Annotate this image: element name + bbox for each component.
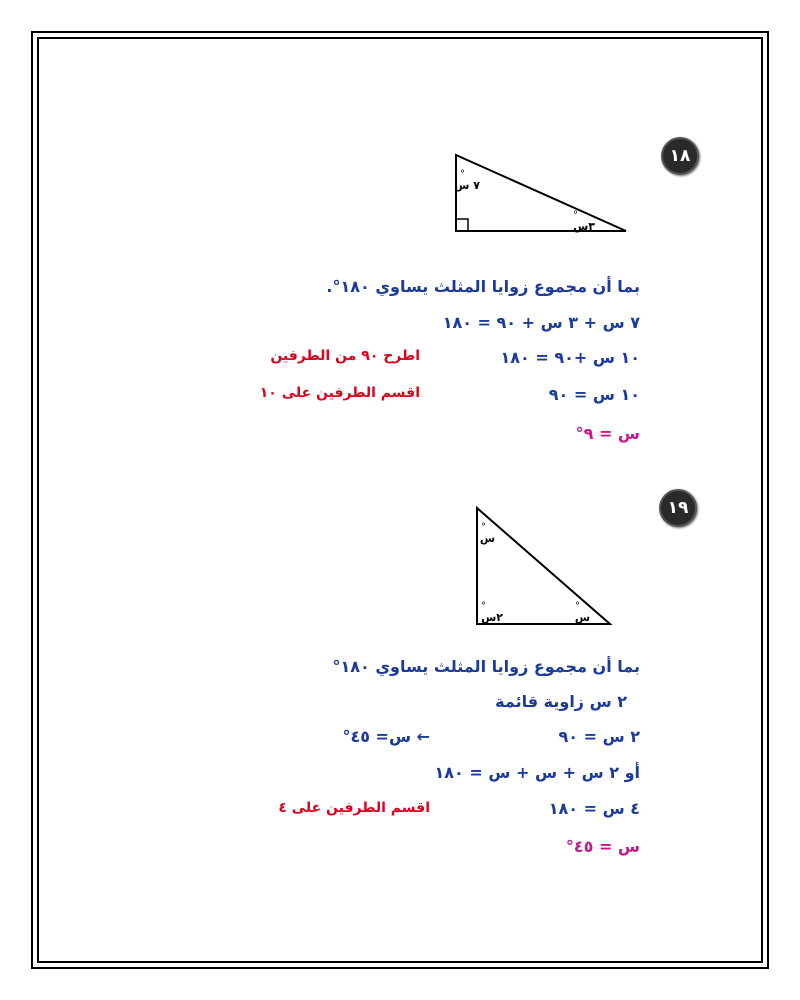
p18-line-1: بما أن مجموع زوايا المثلث يساوي ١٨٠°. (326, 277, 640, 296)
problem-19-triangle (465, 500, 625, 632)
p18-note-2: اقسم الطرفين على ١٠ (259, 385, 420, 401)
angle-right-degree: ° (573, 210, 578, 221)
p19-line-1: بما أن مجموع زوايا المثلث يساوي ١٨٠° (332, 657, 640, 676)
problem-18-triangle (440, 145, 640, 240)
p19-line-3: ٢ س = ٩٠ (558, 727, 640, 746)
p19-line-4: أو ٢ س + س + س = ١٨٠ (434, 763, 640, 782)
angle-right-label: ٣س (573, 220, 595, 233)
p19-note-1: اقسم الطرفين على ٤ (278, 800, 430, 816)
p19-answer: س = ٤٥° (565, 837, 640, 856)
angle-bottom-left-degree: ° (481, 601, 486, 612)
p18-line-2: ٧ س + ٣ س + ٩٠ = ١٨٠ (442, 313, 640, 332)
problem-18-badge: ١٨ (661, 137, 699, 175)
p19-line-5: ٤ س = ١٨٠ (548, 799, 640, 818)
angle-top-label: ٧ س (454, 179, 480, 192)
p18-answer: س = ٩° (575, 424, 640, 443)
problem-19-badge: ١٩ (659, 489, 697, 527)
angle-top-degree: ° (460, 169, 465, 180)
angle-top-label: س (479, 532, 495, 545)
page-border-inner (37, 37, 763, 963)
angle-bottom-right-degree: ° (575, 601, 580, 612)
p19-line-2: ٢ س زاوية قائمة (495, 692, 627, 711)
angle-bottom-right-label: س (574, 611, 590, 624)
triangle-18-shape (456, 155, 626, 231)
right-angle-marker (456, 219, 468, 231)
triangle-19-shape (477, 508, 610, 624)
p18-line-4: ١٠ س = ٩٠ (548, 385, 640, 404)
angle-bottom-left-label: ٢س (481, 611, 503, 624)
angle-top-degree: ° (481, 522, 486, 533)
p19-arrow-result: ← س= ٤٥° (342, 727, 430, 746)
p18-note-1: اطرح ٩٠ من الطرفين (270, 348, 420, 364)
p18-line-3: ١٠ س +٩٠ = ١٨٠ (500, 348, 640, 367)
